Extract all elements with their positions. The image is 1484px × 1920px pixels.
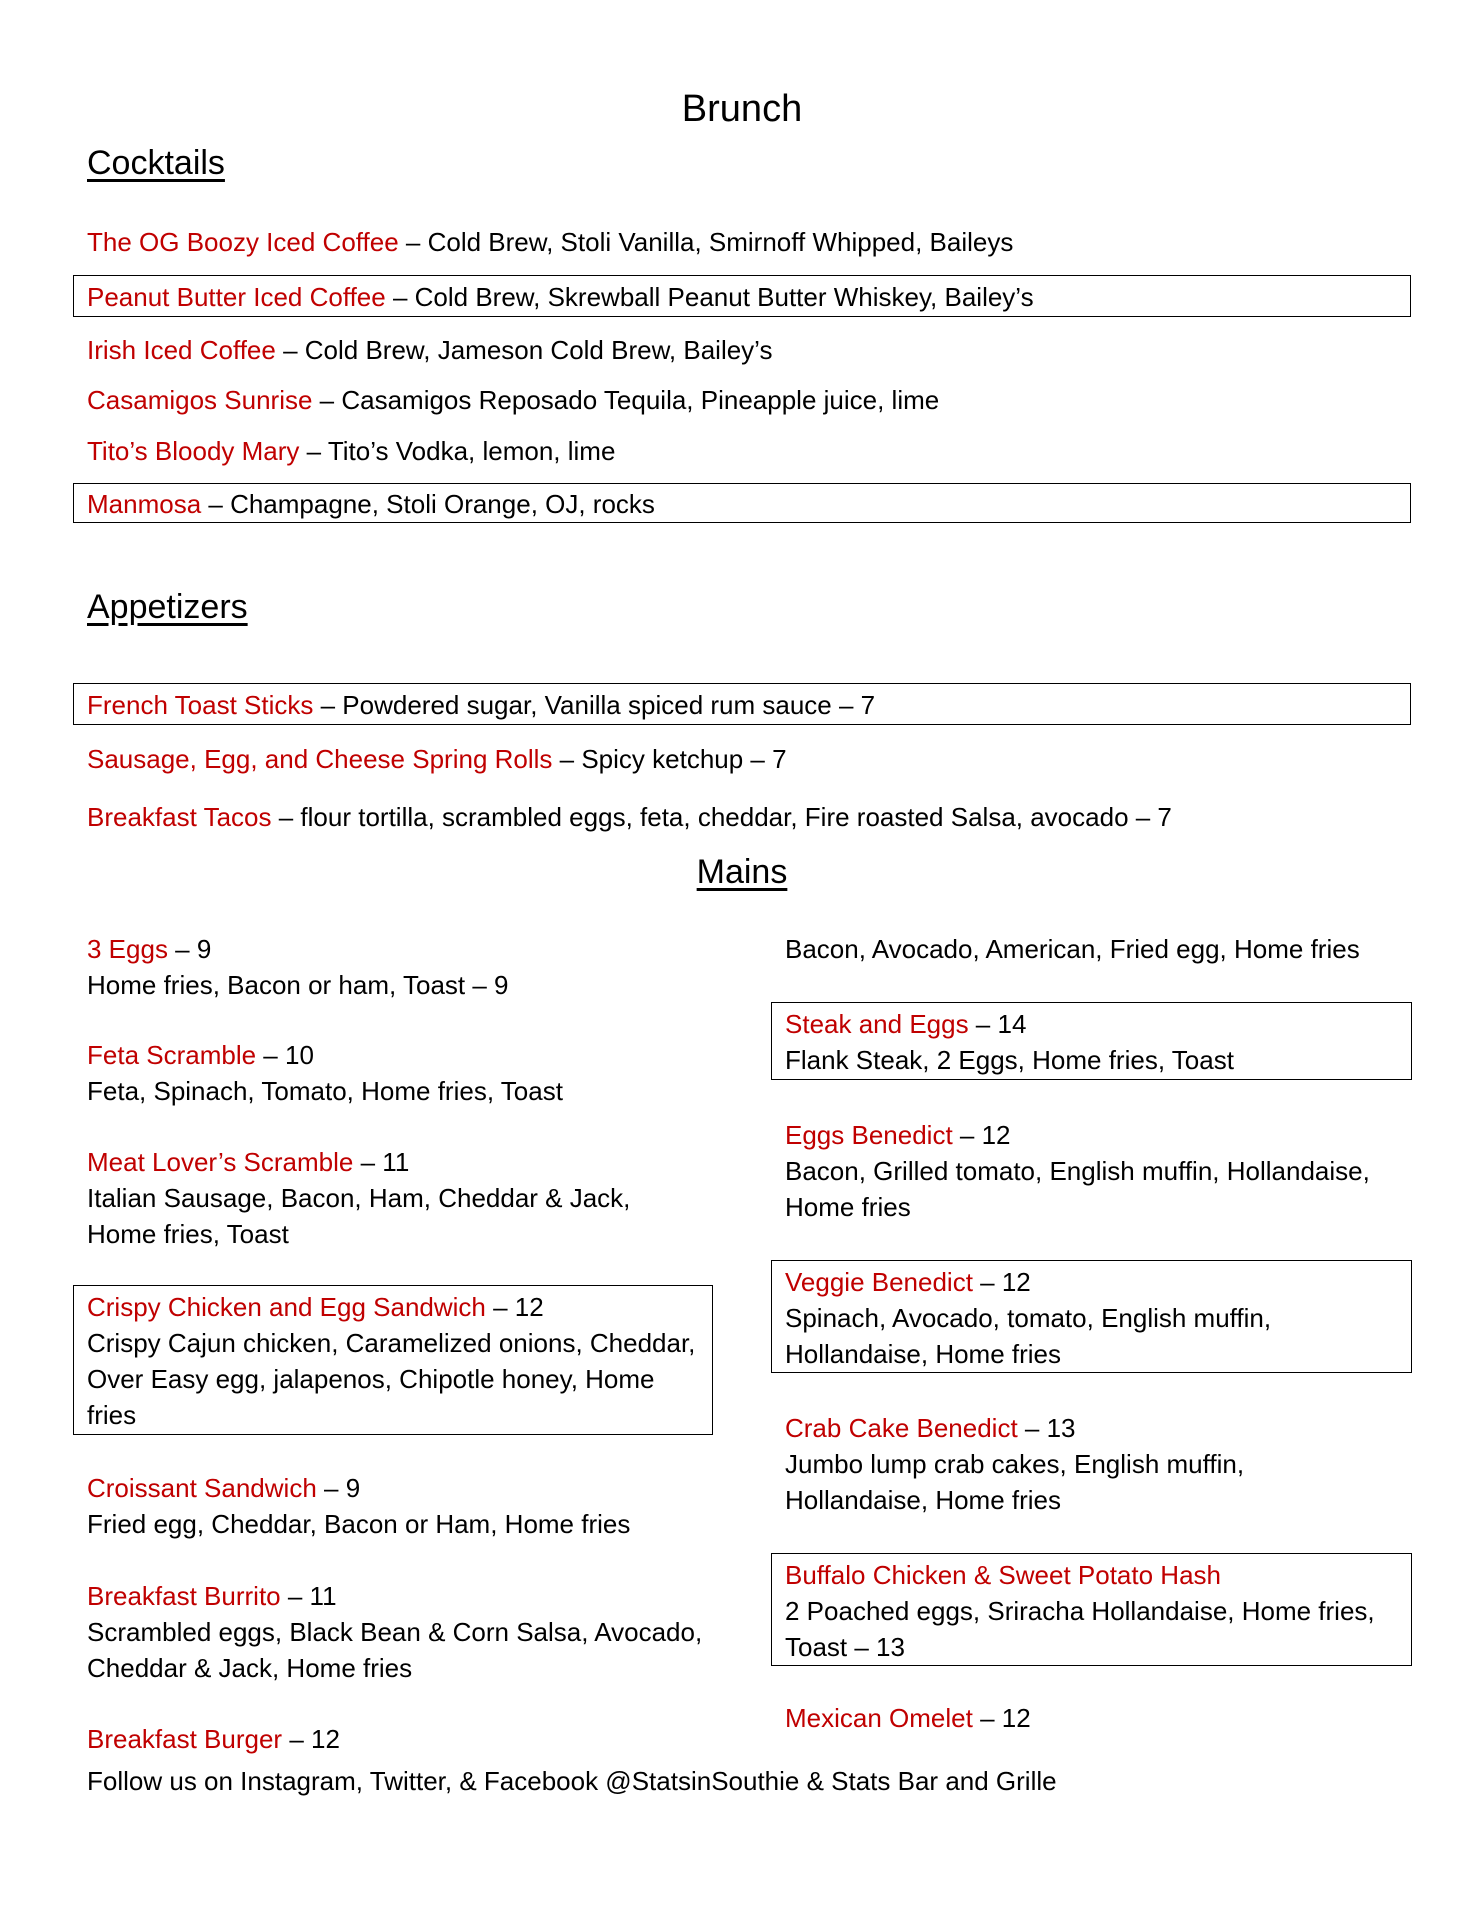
mains-heading: Mains xyxy=(696,853,788,891)
item-desc: Scrambled eggs, Black Bean & Corn Salsa, Avocado, Cheddar & Jack, Home fries xyxy=(87,1617,703,1683)
main-item xyxy=(785,1557,1405,1665)
item-desc: – flour tortilla, scrambled eggs, feta, cheddar, Fire roasted Salsa, avocado – 7 xyxy=(271,802,1172,832)
item-price: – 14 xyxy=(968,1009,1027,1039)
item-price: – 10 xyxy=(256,1040,314,1070)
item-name: Feta Scramble xyxy=(87,1040,257,1070)
footer-social-note: Follow us on Instagram, Twitter, & Facebook @StatsinSouthie & Stats Bar and Grille xyxy=(87,1766,1057,1796)
item-price: – 12 xyxy=(485,1292,544,1322)
item-price: – 11 xyxy=(353,1147,410,1177)
main-item xyxy=(87,1721,707,1757)
main-item xyxy=(785,1006,1405,1078)
item-price: – 9 xyxy=(167,934,212,964)
item-name: Breakfast Burrito xyxy=(87,1581,281,1611)
item-name: Breakfast Tacos xyxy=(87,802,272,832)
appetizer-item xyxy=(87,741,787,777)
item-name: Eggs Benedict xyxy=(785,1120,953,1150)
cocktail-item xyxy=(87,279,1034,315)
item-price: – 12 xyxy=(952,1120,1011,1150)
item-desc: Crispy Cajun chicken, Caramelized onions, Cheddar, Over Easy egg, jalapenos, Chipotle honey, Home fries xyxy=(87,1328,696,1430)
main-item xyxy=(87,1289,707,1433)
item-name: Casamigos Sunrise xyxy=(87,385,313,415)
item-price: – 13 xyxy=(1017,1413,1076,1443)
item-name: French Toast Sticks xyxy=(87,690,314,720)
item-name: Irish Iced Coffee xyxy=(87,335,276,365)
item-name: Croissant Sandwich xyxy=(87,1473,317,1503)
item-desc: Feta, Spinach, Tomato, Home fries, Toast xyxy=(87,1076,563,1106)
appetizers-heading: Appetizers xyxy=(87,588,248,626)
main-item xyxy=(785,1410,1345,1518)
appetizer-item xyxy=(87,687,875,723)
cocktail-item xyxy=(87,382,939,418)
item-price: – 12 xyxy=(972,1267,1031,1297)
main-item xyxy=(87,1144,667,1252)
item-desc: Home fries, Bacon or ham, Toast – 9 xyxy=(87,970,509,1000)
item-desc: – Cold Brew, Stoli Vanilla, Smirnoff Whipped, Baileys xyxy=(398,227,1014,257)
appetizer-item xyxy=(87,799,1172,835)
cocktail-item xyxy=(87,433,615,469)
item-desc: – Tito’s Vodka, lemon, lime xyxy=(299,436,616,466)
item-name: Peanut Butter Iced Coffee xyxy=(87,282,386,312)
item-desc: 2 Poached eggs, Sriracha Hollandaise, Home fries, Toast – 13 xyxy=(785,1596,1375,1662)
item-name: Crab Cake Benedict xyxy=(785,1413,1018,1443)
item-price: – 11 xyxy=(280,1581,337,1611)
cocktail-item xyxy=(87,332,772,368)
item-name: Buffalo Chicken & Sweet Potato Hash xyxy=(785,1560,1221,1590)
item-desc: – Casamigos Reposado Tequila, Pineapple juice, lime xyxy=(312,385,940,415)
main-item xyxy=(785,1700,1405,1736)
item-desc: Spinach, Avocado, tomato, English muffin, Hollandaise, Home fries xyxy=(785,1303,1272,1369)
item-desc: – Champagne, Stoli Orange, OJ, rocks xyxy=(201,489,655,519)
item-desc: – Cold Brew, Jameson Cold Brew, Bailey’s xyxy=(275,335,773,365)
main-item xyxy=(87,931,707,1003)
page-title: Brunch xyxy=(681,88,803,130)
item-price: – 12 xyxy=(282,1724,340,1754)
item-name: 3 Eggs xyxy=(87,934,168,964)
item-desc: – Cold Brew, Skrewball Peanut Butter Whiskey, Bailey’s xyxy=(385,282,1034,312)
main-item xyxy=(87,1470,707,1542)
item-name: Manmosa xyxy=(87,489,202,519)
item-name: Crispy Chicken and Egg Sandwich xyxy=(87,1292,486,1322)
main-item xyxy=(785,1117,1405,1225)
cocktail-item xyxy=(87,224,1013,260)
item-desc: Bacon, Grilled tomato, English muffin, Hollandaise, Home fries xyxy=(785,1156,1370,1222)
item-name: Breakfast Burger xyxy=(87,1724,283,1754)
item-price: – 12 xyxy=(972,1703,1031,1733)
item-name: Tito’s Bloody Mary xyxy=(87,436,300,466)
item-price: – 9 xyxy=(316,1473,361,1503)
item-name: Sausage, Egg, and Cheese Spring Rolls xyxy=(87,744,553,774)
cocktail-item xyxy=(87,486,655,522)
main-item xyxy=(785,1264,1385,1372)
item-desc: – Spicy ketchup – 7 xyxy=(552,744,787,774)
item-desc: Flank Steak, 2 Eggs, Home fries, Toast xyxy=(785,1045,1234,1075)
item-desc: Italian Sausage, Bacon, Ham, Cheddar & Jack, Home fries, Toast xyxy=(87,1183,631,1249)
item-name: Meat Lover’s Scramble xyxy=(87,1147,354,1177)
item-name: The OG Boozy Iced Coffee xyxy=(87,227,399,257)
item-desc: Jumbo lump crab cakes, English muffin, Hollandaise, Home fries xyxy=(785,1449,1245,1515)
cocktails-heading: Cocktails xyxy=(87,144,225,182)
item-name: Steak and Eggs xyxy=(785,1009,969,1039)
item-desc: Fried egg, Cheddar, Bacon or Ham, Home fries xyxy=(87,1509,631,1539)
item-name: Veggie Benedict xyxy=(785,1267,973,1297)
main-item xyxy=(87,1578,707,1686)
main-item xyxy=(87,1037,707,1109)
item-desc: – Powdered sugar, Vanilla spiced rum sauce – 7 xyxy=(313,690,876,720)
main-item-desc-continued: Bacon, Avocado, American, Fried egg, Home fries xyxy=(785,934,1360,964)
item-name: Mexican Omelet xyxy=(785,1703,973,1733)
